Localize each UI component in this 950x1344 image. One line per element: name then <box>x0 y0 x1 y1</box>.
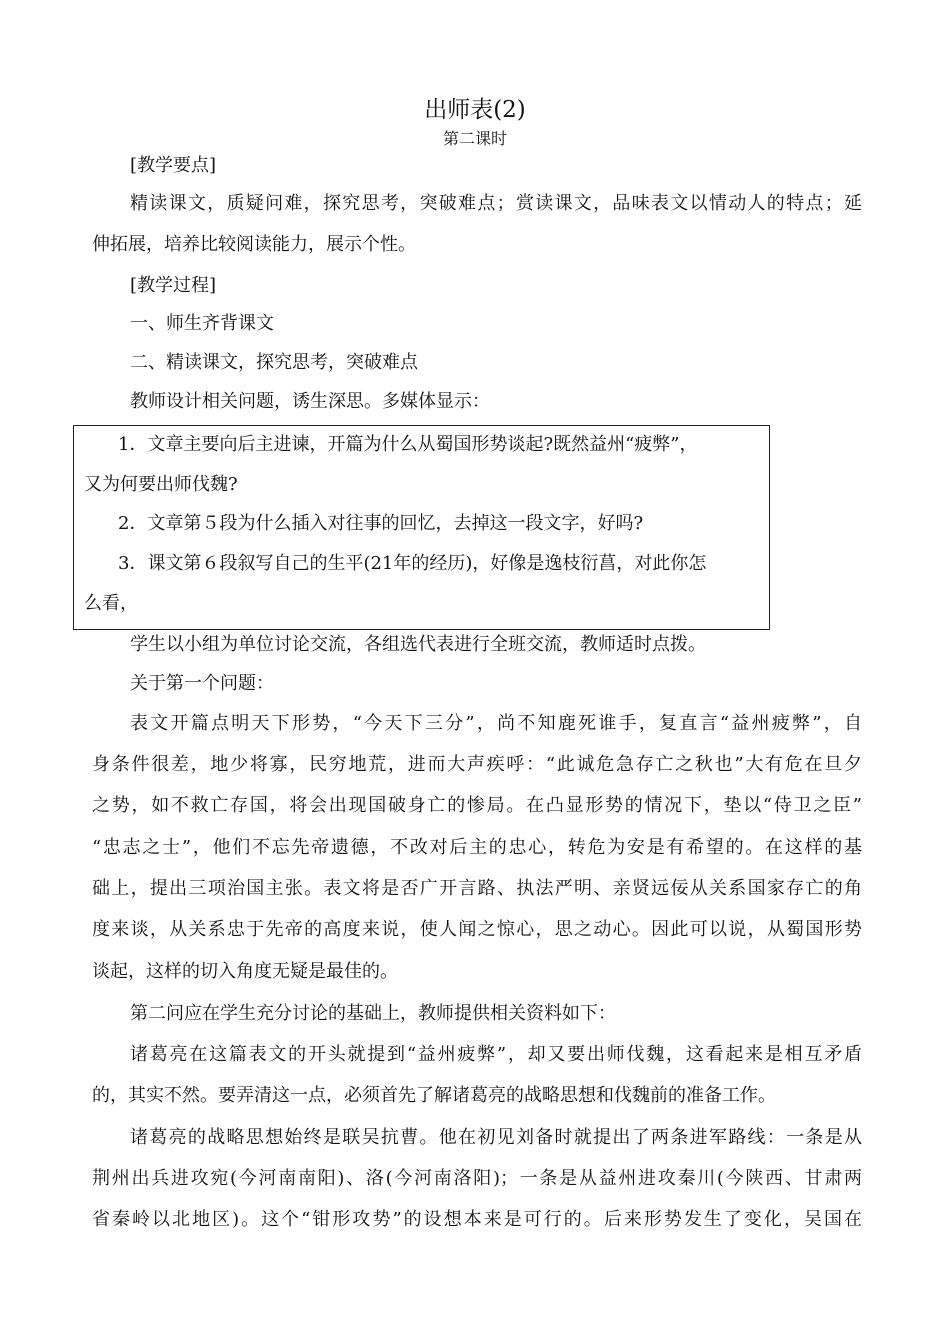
paragraph-line: 诸葛亮在这篇表文的开头就提到“益州疲弊”，却又要出师伐魏，这看起来是相互矛盾 <box>130 1044 862 1065</box>
paragraph-line: 省秦岭以北地区)。这个“钳形攻势”的设想本来是可行的。后来形势发生了变化，吴国在 <box>92 1209 862 1230</box>
paragraph-line: 精读课文，质疑问难，探究思考，突破难点；赏读课文，品味表文以情动人的特点；延 <box>130 193 862 214</box>
paragraph-line: 表文开篇点明天下形势，“今天下三分”，尚不知鹿死谁手，复直言“益州疲弊”，自 <box>130 713 862 734</box>
paragraph-line: 学生以小组为单位讨论交流，各组选代表进行全班交流，教师适时点拨。 <box>130 634 706 655</box>
paragraph-line: 谈起，这样的切入角度无疑是最佳的。 <box>92 961 398 982</box>
step-item: 二、精读课文，探究思考，突破难点 <box>130 352 418 373</box>
question-box <box>73 425 770 630</box>
question-line: 么看， <box>84 593 138 614</box>
paragraph-line: 伸拓展，培养比较阅读能力，展示个性。 <box>92 234 416 255</box>
question-line: 2．文章第５段为什么插入对往事的回忆，去掉这一段文字，好吗? <box>118 513 644 534</box>
paragraph-line: 教师设计相关问题，诱生深思。多媒体显示： <box>130 391 490 412</box>
subsection-heading: 关于第一个问题： <box>130 673 274 694</box>
document-title: 出师表(2) <box>424 97 526 123</box>
question-line: 3．课文第６段叙写自己的生平(21年的经历)，好像是逸枝衍菖，对此你怎 <box>118 553 707 574</box>
question-line: 又为何要出师伐魏? <box>84 474 238 495</box>
paragraph-line: 第二问应在学生充分讨论的基础上，教师提供相关资料如下： <box>130 1003 616 1024</box>
paragraph-line: 础上，提出三项治国主张。表文将是否广开言路、执法严明、亲贤远佞从关系国家存亡的角 <box>92 878 862 899</box>
paragraph-line: 诸葛亮的战略思想始终是联吴抗曹。他在初见刘备时就提出了两条进军路线：一条是从 <box>130 1127 862 1148</box>
question-line: 1．文章主要向后主进谏，开篇为什么从蜀国形势谈起?既然益州“疲弊”， <box>118 434 698 455</box>
paragraph-line: 身条件很差，地少将寡，民穷地荒，进而大声疾呼：“此诚危急存亡之秋也”大有危在旦夕 <box>92 754 862 775</box>
document-subtitle: 第二课时 <box>442 129 507 148</box>
paragraph-line: 之势，如不救亡存国，将会出现国破身亡的惨局。在凸显形势的情况下，垫以“侍卫之臣” <box>92 795 862 816</box>
step-item: 一、师生齐背课文 <box>130 313 274 334</box>
section-heading-process: [教学过程] <box>130 275 217 296</box>
section-heading-points: [教学要点] <box>130 155 217 176</box>
paragraph-line: 的，其实不然。要弄清这一点，必须首先了解诸葛亮的战略思想和伐魏前的准备工作。 <box>92 1085 776 1106</box>
paragraph-line: “忠志之士”，他们不忘先帝遗德，不改对后主的忠心，转危为安是有希望的。在这样的基 <box>92 837 862 858</box>
paragraph-line: 度来谈，从关系忠于先帝的高度来说，使人闻之惊心，思之动心。因此可以说，从蜀国形势 <box>92 919 862 940</box>
paragraph-line: 荆州出兵进攻宛(今河南南阳)、洛(今河南洛阳)；一条是从益州进攻秦川(今陕西、甘肃两 <box>92 1168 862 1189</box>
